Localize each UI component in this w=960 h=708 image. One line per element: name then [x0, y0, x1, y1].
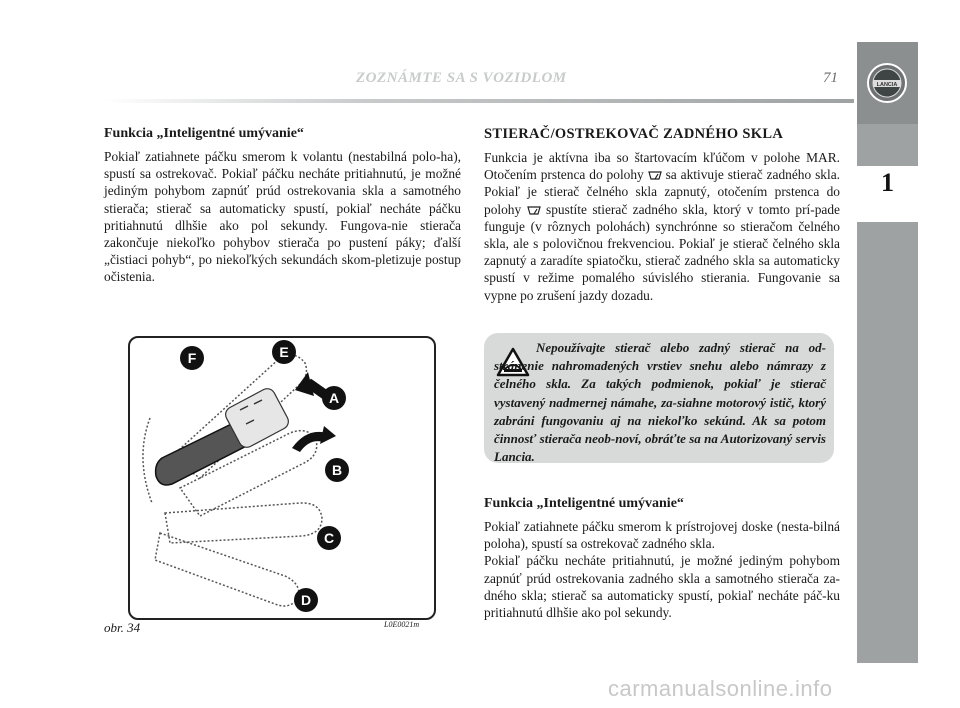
rear-wiper-icon [648, 170, 662, 180]
label-a [322, 386, 346, 410]
label-f-text: F [187, 350, 197, 366]
section2-heading: Funkcia „Inteligentné umývanie“ [484, 496, 684, 511]
header-title: ZOZNÁMTE SA S VOZIDLOM [356, 70, 567, 86]
right-column [484, 126, 840, 304]
chapter-number: 1 [881, 168, 894, 197]
right-body-part2: sa aktivuje stierač zadného skla. Pokiaľ je stierač čelného skla zapnutý, otočením prstenca do polohy [484, 167, 840, 217]
section2-body1: Pokiaľ zatiahnete páčku smerom k prístrojovej doske (nesta-bilná poloha), spustí sa ostrekovač zadného skla. [484, 519, 840, 552]
steering-wheel-hint [143, 418, 152, 503]
rear-wiper-icon [527, 205, 541, 215]
stalk-outline-c [165, 503, 322, 543]
stalk-body [156, 386, 292, 485]
left-body: Pokiaľ zatiahnete páčku smerom k volantu (nestabilná polo-ha), spustí sa ostrekovač. Pokiaľ páčku necháte pritiahnutú, je možné jediným pohybom zapnúť prúd ostrekovania skla a samotného stierača; stierač sa automaticky spustí, pokiaľ necháte páčku pritiahnutú dlhšie ako pol sekundy. Fungova-nie stierača zakončuje niekoľko pohybov stierača po pustení páky; ďalší „čistiaci pohyb“, po niekoľkých sekundách skom-pletizuje postup očistenia. [104, 149, 461, 285]
figure-code: L0E0021m [384, 620, 420, 629]
right-body-part1: Funkcia je aktívna iba so štartovacím kľúčom v polohe MAR. Otočením prstenca do polohy [484, 150, 840, 183]
right-body-part3: spustíte stierač zadného skla, ktorý v tomto prí-pade funguje (v rôznych polohách) synchrónne so stieračom čelného skla, ale s polovičnou frekvenciou. Pokiaľ je stierač čelného skla zapnutý a zaradíte spiatočku, stierač zadného skla sa automaticky spustí v režime pomalého súvislého stierania. Fungovanie sa vypne po zrušení jazdy dozadu. [484, 201, 841, 303]
label-b [325, 458, 349, 482]
header-divider [104, 99, 854, 103]
watermark: carmanualsonline.info [608, 676, 833, 701]
lancia-logo-icon [866, 62, 908, 104]
right-body [484, 149, 840, 304]
label-d [294, 588, 318, 612]
label-a-text: A [328, 390, 340, 406]
label-c-text: C [323, 530, 335, 546]
warning-text: Nepoužívajte stierač alebo zadný stierač na od-stránenie nahromadených vrstiev snehu alebo námrazy z čelného skla. Za takých podmienok, pokiaľ je stierač vystavený nadmernej námahe, za-siahne motorový istič, ktorý zabráni fungovaniu aj na niekoľko sekúnd. Ak sa potom činnosť stierača neob-noví, obráťte sa na Autorizovaný servis Lancia. [494, 340, 826, 465]
warning-box [484, 333, 834, 463]
label-c [317, 526, 341, 550]
logo-box [857, 42, 918, 124]
left-heading: Funkcia „Inteligentné umývanie“ [104, 126, 304, 141]
label-b-text: B [331, 462, 343, 478]
stalk-outline-d [155, 533, 299, 606]
wiper-stalk-illustration [130, 338, 434, 618]
figure-wiper-stalk [128, 336, 436, 620]
section2-body2: Pokiaľ páčku necháte pritiahnutú, je možné jediným pohybom zapnúť prúd ostrekovania zadného skla a samotného stierača za-dného skla; stierač sa automaticky spustí, pokiaľ necháte páč-ku pritiahnutú dlhšie ako pol sekundy. [484, 553, 840, 621]
left-column [104, 126, 461, 286]
label-e [272, 340, 296, 364]
chapter-sidebar [857, 42, 918, 663]
page-number: 71 [823, 70, 838, 86]
label-f [180, 346, 204, 370]
figure-caption: obr. 34 [104, 620, 141, 635]
page-header [104, 70, 838, 94]
label-d-text: D [300, 592, 312, 608]
section-rear-washer [484, 496, 840, 621]
right-heading: STIERAČ/OSTREKOVAČ ZADNÉHO SKLA [484, 126, 784, 142]
arrow-a [292, 426, 336, 452]
label-e-text: E [279, 344, 289, 360]
svg-text:LANCIA: LANCIA [876, 82, 898, 88]
